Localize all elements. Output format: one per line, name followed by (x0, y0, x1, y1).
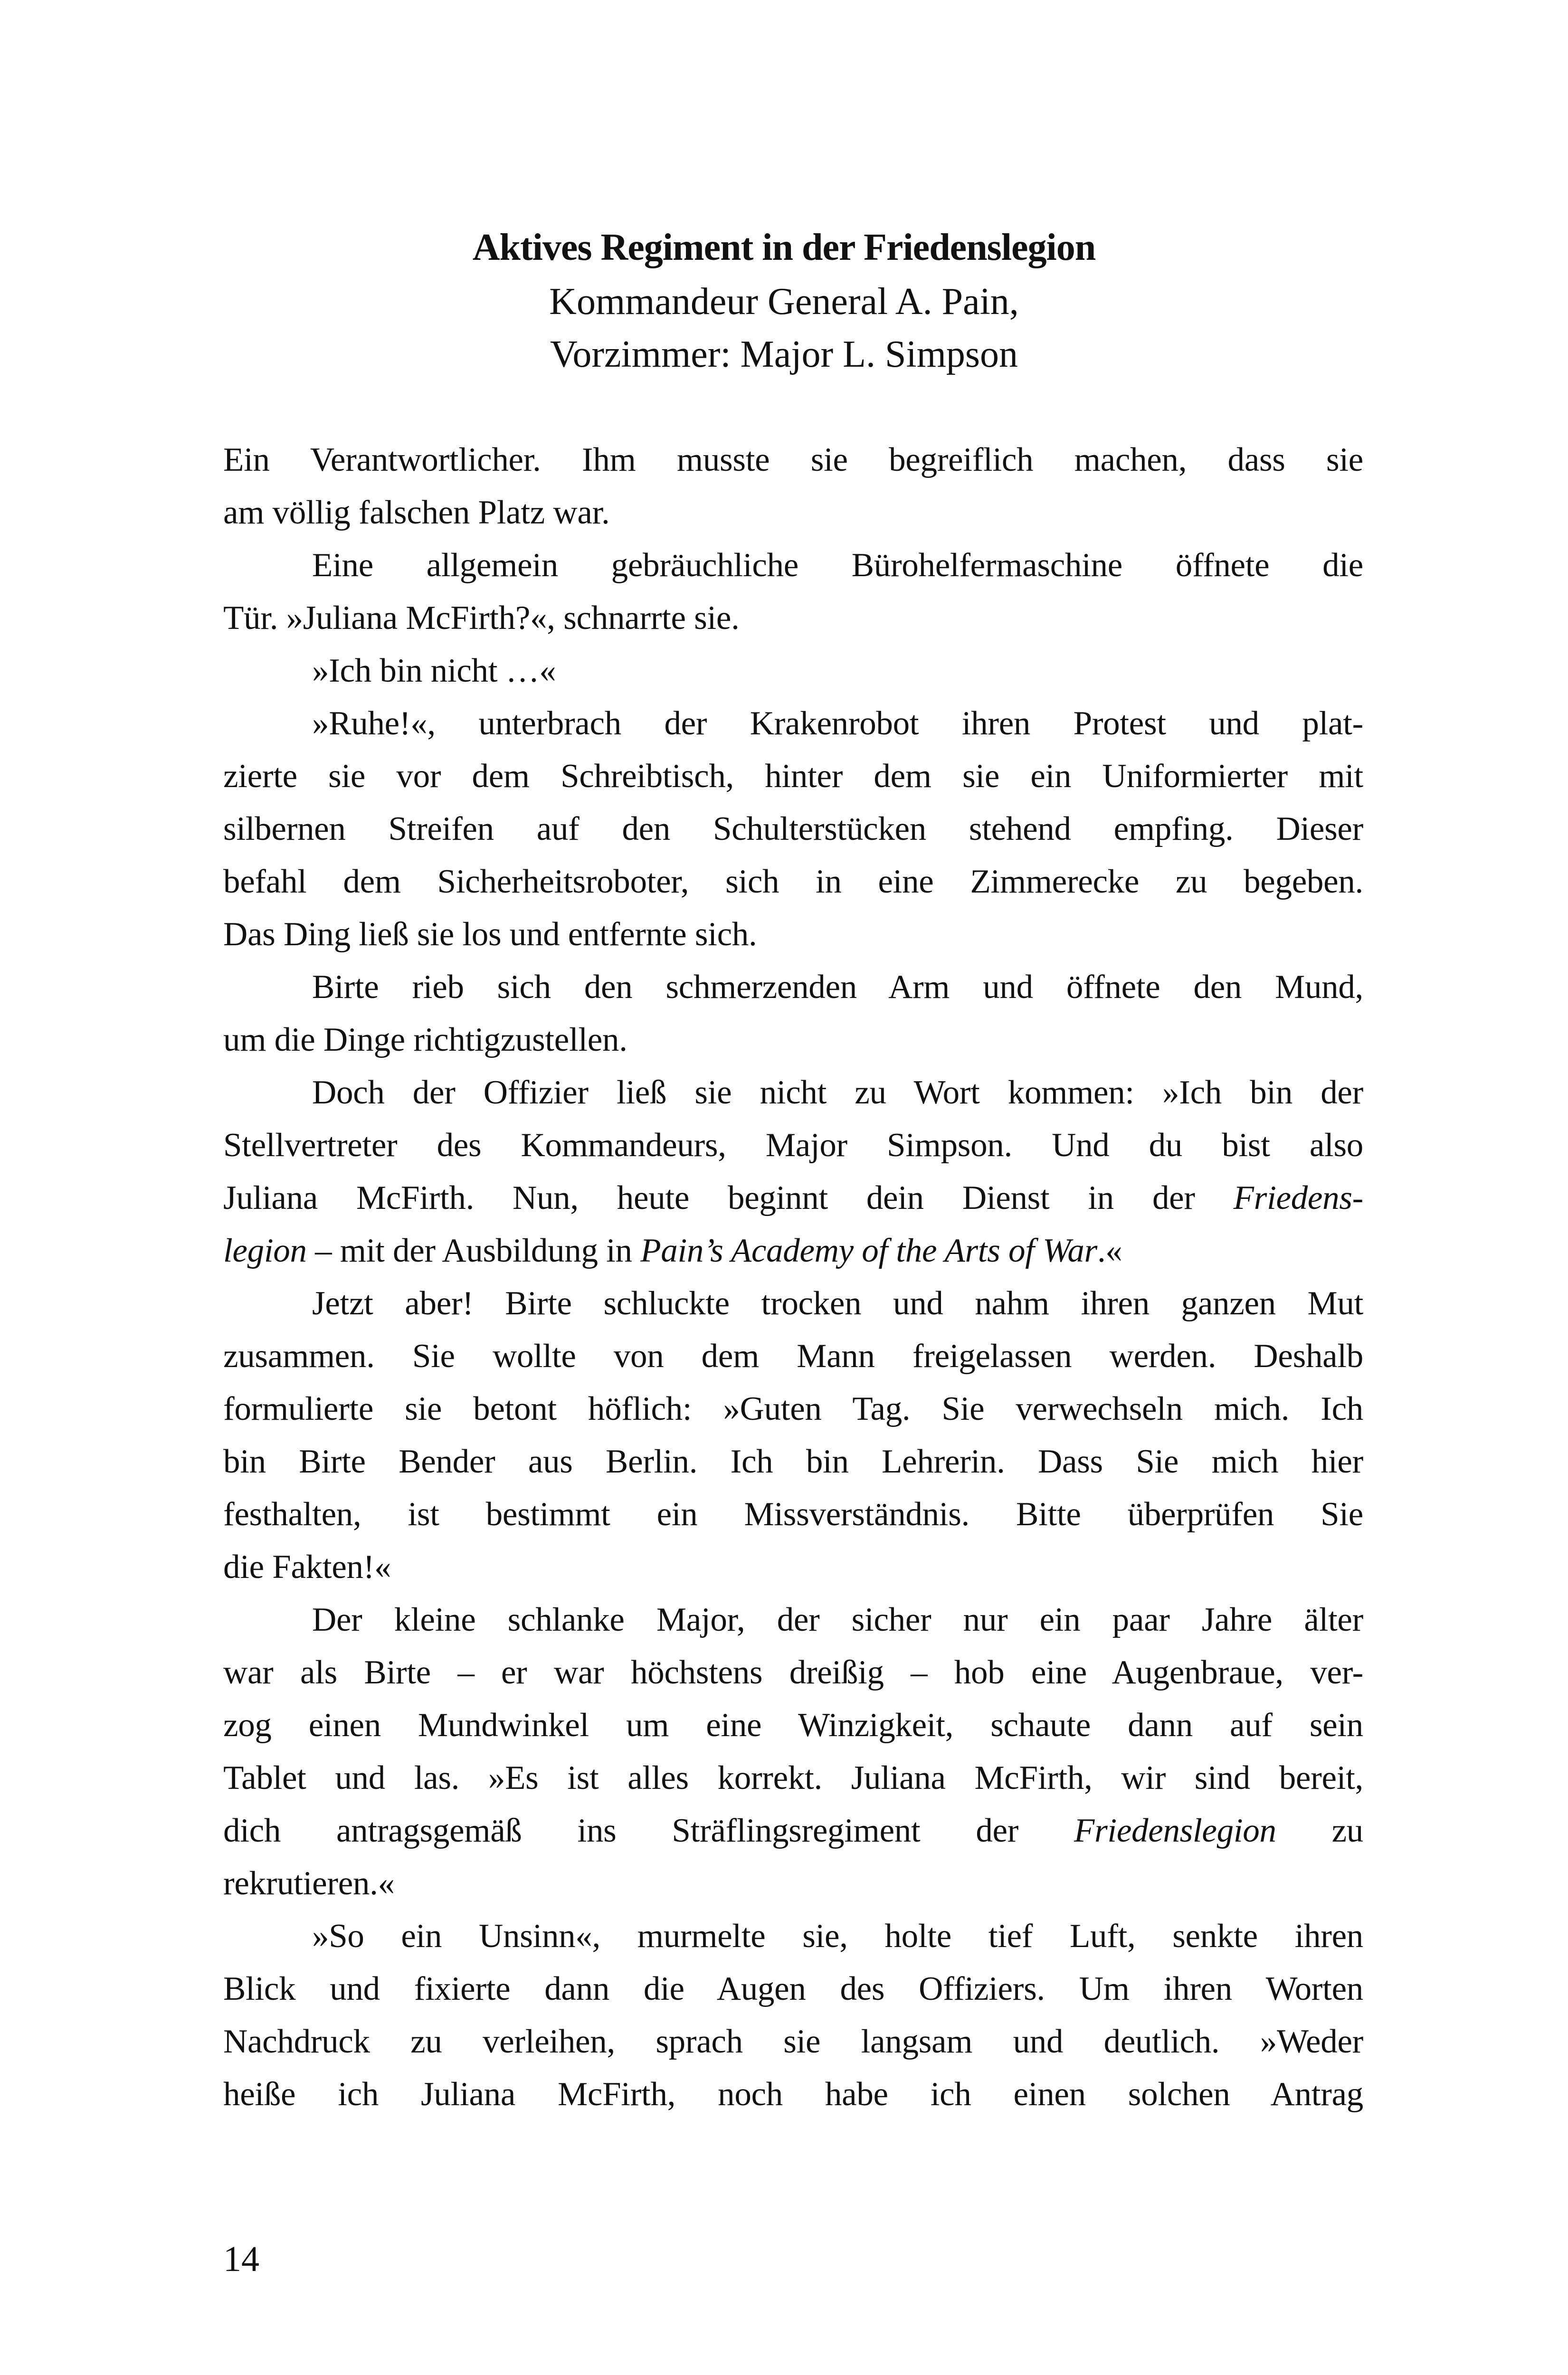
text-line (223, 697, 1363, 750)
office-line: Vorzimmer: Major L. Simpson (550, 333, 1018, 375)
text-segment: Blick und fixierte dann die Augen des Offiziers. Um ihren Worten (223, 1970, 1363, 2007)
text-segment: Eine allgemein gebräuchliche Bürohelfermaschine öffnete die (312, 547, 1363, 584)
text-line (223, 1488, 1363, 1541)
text-line (223, 1646, 1363, 1699)
text-line (223, 1963, 1363, 2015)
text-line (223, 961, 1363, 1014)
text-segment: »So ein Unsinn«, murmelte sie, holte tief Luft, senkte ihren (312, 1918, 1363, 1955)
section-title: Aktives Regiment in der Friedenslegion (472, 227, 1096, 268)
text-segment: befahl dem Sicherheitsroboter, sich in eine Zimmerecke zu begeben. (223, 863, 1363, 900)
text-segment: Stellvertreter des Kommandeurs, Major Simpson. Und du bist also (223, 1127, 1363, 1164)
body-text (223, 434, 1363, 2121)
text-segment: Nachdruck zu verleihen, sprach sie langsam und deutlich. »Weder (223, 2023, 1363, 2060)
text-line (223, 1119, 1363, 1172)
text-line (223, 1066, 1363, 1119)
text-line (223, 1014, 1363, 1066)
text-segment: heiße ich Juliana McFirth, noch habe ich einen solchen Antrag (223, 2076, 1363, 2113)
text-line (223, 750, 1363, 803)
text-segment: silbernen Streifen auf den Schulterstücken stehend empfing. Dieser (223, 810, 1363, 847)
text-segment: zu (1276, 1812, 1363, 1849)
text-line (223, 1225, 1363, 1277)
text-line (223, 1277, 1363, 1330)
text-segment: Tablet und las. »Es ist alles korrekt. Juliana McFirth, wir sind bereit, (223, 1759, 1363, 1796)
text-line (223, 1805, 1363, 1857)
text-segment: Das Ding ließ sie los und entfernte sich. (223, 916, 757, 953)
italic-text: legion (223, 1232, 307, 1269)
text-segment: um die Dinge richtigzustellen. (223, 1021, 627, 1058)
text-line (223, 592, 1363, 645)
text-line (223, 1699, 1363, 1752)
text-line (223, 1857, 1363, 1910)
text-segment: bin Birte Bender aus Berlin. Ich bin Lehrerin. Dass Sie mich hier (223, 1443, 1363, 1480)
text-line (223, 539, 1363, 592)
text-segment: Birte rieb sich den schmerzenden Arm und öffnete den Mund, (312, 969, 1363, 1006)
text-line (223, 1330, 1363, 1383)
text-line (223, 1910, 1363, 1963)
text-line (223, 645, 1363, 697)
text-segment: zusammen. Sie wollte von dem Mann freigelassen werden. Deshalb (223, 1338, 1363, 1375)
text-segment: – mit der Ausbildung in (306, 1232, 641, 1269)
italic-text: Friedenslegion (1074, 1812, 1276, 1849)
text-line (223, 1435, 1363, 1488)
text-segment: Tür. »Juliana McFirth?«, schnarrte sie. (223, 599, 740, 636)
italic-text: Pain’s Academy of the Arts of War (640, 1232, 1097, 1269)
text-segment: rekrutieren.« (223, 1865, 395, 1902)
text-segment: am völlig falschen Platz war. (223, 494, 610, 531)
text-line (223, 1172, 1363, 1225)
text-segment: zog einen Mundwinkel um eine Winzigkeit, schaute dann auf sein (223, 1707, 1363, 1744)
text-segment: war als Birte – er war höchstens dreißig – hob eine Augenbraue, ver- (223, 1654, 1363, 1691)
text-segment: zierte sie vor dem Schreibtisch, hinter dem sie ein Uniformierter mit (223, 758, 1363, 795)
text-line (223, 2068, 1363, 2121)
text-segment: festhalten, ist bestimmt ein Missverständnis. Bitte überprüfen Sie (223, 1496, 1363, 1533)
text-segment: die Fakten!« (223, 1548, 391, 1586)
text-line (223, 1752, 1363, 1805)
text-line (223, 803, 1363, 855)
text-segment: »Ruhe!«, unterbrach der Krakenrobot ihren Protest und plat- (312, 705, 1363, 742)
text-segment: .« (1097, 1232, 1122, 1269)
italic-text: Friedens- (1233, 1179, 1363, 1216)
text-segment: »Ich bin nicht …« (312, 652, 556, 689)
text-segment: formulierte sie betont höflich: »Guten Tag. Sie verwechseln mich. Ich (223, 1390, 1363, 1427)
text-line (223, 2015, 1363, 2068)
text-line (223, 855, 1363, 908)
text-segment: Der kleine schlanke Major, der sicher nur ein paar Jahre älter (312, 1601, 1363, 1638)
text-line (223, 486, 1363, 539)
text-segment: Doch der Offizier ließ sie nicht zu Wort kommen: »Ich bin der (312, 1074, 1363, 1111)
text-line (223, 434, 1363, 486)
text-line (223, 1383, 1363, 1435)
commander-line: Kommandeur General A. Pain, (549, 281, 1019, 323)
text-segment: Juliana McFirth. Nun, heute beginnt dein Dienst in der (223, 1179, 1234, 1216)
text-segment: dich antragsgemäß ins Sträflingsregiment der (223, 1812, 1074, 1849)
page-number: 14 (223, 2239, 259, 2279)
text-segment: Jetzt aber! Birte schluckte trocken und nahm ihren ganzen Mut (312, 1285, 1363, 1322)
text-line (223, 908, 1363, 961)
text-line (223, 1541, 1363, 1594)
text-segment: Ein Verantwortlicher. Ihm musste sie begreiflich machen, dass sie (223, 441, 1363, 478)
text-line (223, 1594, 1363, 1646)
